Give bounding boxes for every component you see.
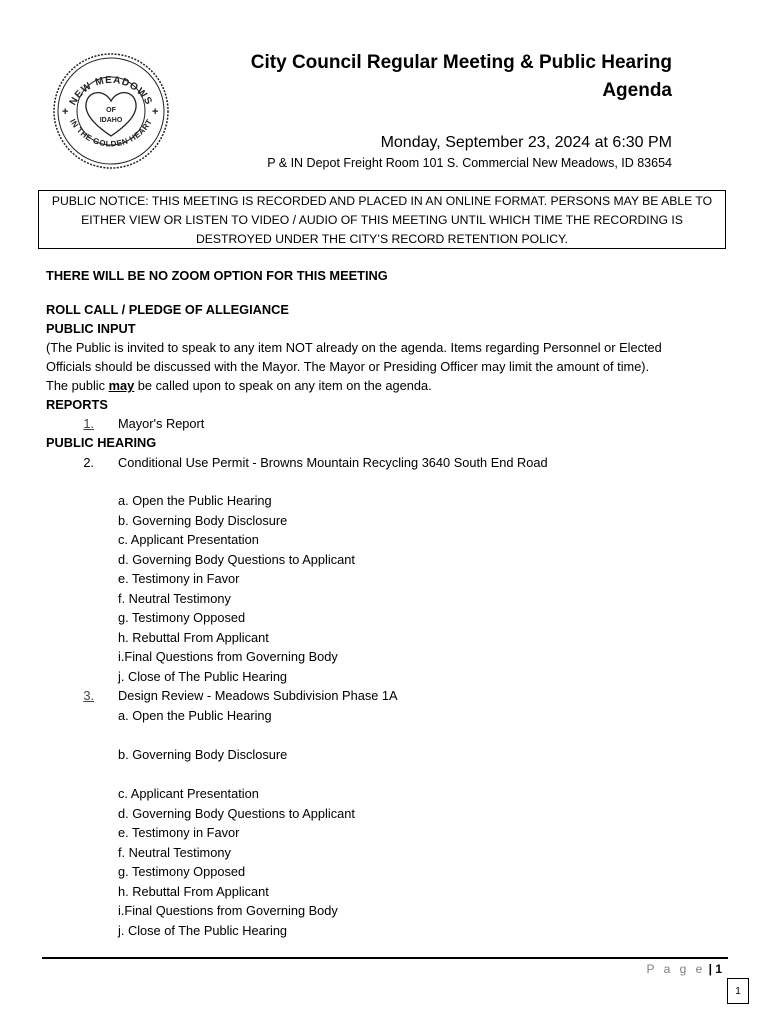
item-2-sub: c. Applicant Presentation [118,532,259,547]
title-line-1: City Council Regular Meeting & Public Hearing [250,52,672,73]
item-3-sub: e. Testimony in Favor [118,825,240,840]
seal-center-of: OF [106,107,116,114]
item-3-text: Design Review - Meadows Subdivision Phase 1A [118,688,398,703]
agenda-item-3 [66,686,398,706]
item-3-sub: c. Applicant Presentation [118,786,259,801]
item-2-sub: e. Testimony in Favor [118,571,240,586]
item-3-sub: g. Testimony Opposed [118,864,246,879]
meeting-address: P & IN Depot Freight Room 101 S. Commercial New Meadows, ID 83654 [267,156,672,170]
agenda-item-1 [66,414,204,434]
item-2-sub: i.Final Questions from Governing Body [118,649,338,664]
pi-line3-part-a: The public [46,378,109,393]
notice-line-2: EITHER VIEW OR LISTEN TO VIDEO / AUDIO OF THIS MEETING UNTIL WHICH TIME THE RECORDING IS [81,213,683,227]
zoom-notice: THERE WILL BE NO ZOOM OPTION FOR THIS MEETING [46,268,388,283]
notice-line-1: PUBLIC NOTICE: THIS MEETING IS RECORDED AND PLACED IN AN ONLINE FORMAT. PERSONS MAY BE ABLE TO [51,194,713,208]
notice-line-3: DESTROYED UNDER THE CITY’S RECORD RETENTION POLICY. [196,232,568,246]
page-number-box: 1 [727,978,749,1004]
page-label [646,962,722,976]
item-3-sub: i.Final Questions from Governing Body [118,903,338,918]
public-input-line-3 [46,376,432,396]
item-2-sub: b. Governing Body Disclosure [118,512,288,528]
page-label-text: P a g e [646,962,706,976]
page-separator: | [705,962,716,976]
item-2-sub: h. Rebuttal From Applicant [118,629,269,645]
item-2-sub: g. Testimony Opposed [118,610,246,625]
agenda-item-2 [66,453,548,473]
meeting-date: Monday, September 23, 2024 at 6:30 PM [380,134,672,151]
city-seal [52,52,170,170]
item-2-sub: a. Open the Public Hearing [118,493,272,508]
svg-text:+: + [152,106,159,118]
item-3-sub: f. Neutral Testimony [118,844,231,860]
item-3-sub: j. Close of The Public Hearing [118,922,288,938]
item-1-text: Mayor's Report [118,416,205,431]
item-2-sub: f. Neutral Testimony [118,590,231,606]
item-3-sub: d. Governing Body Questions to Applicant [118,805,355,821]
page-number: 1 [715,962,722,976]
public-input-line-2: Officials should be discussed with the Mayor. The Mayor or Presiding Officer may limit the amount of time). [46,359,650,374]
item-2-sub: d. Governing Body Questions to Applicant [118,551,355,567]
public-notice-box [38,190,726,249]
public-input-line-1: (The Public is invited to speak to any item NOT already on the agenda. Items regarding Personnel or Elected [46,340,662,355]
item-2-text: Conditional Use Permit - Browns Mountain Recycling 3640 South End Road [118,455,548,470]
svg-text:+: + [62,106,69,118]
title-line-2: Agenda [602,80,672,101]
seal-bottom-text: IN THE GOLDEN HEART [67,117,155,149]
item-3-sub-list [118,706,355,940]
public-input-heading: PUBLIC INPUT [46,321,136,336]
pi-line3-may: may [108,378,135,393]
svg-text:NEW MEADOWS [68,75,155,108]
item-3-sub: b. Governing Body Disclosure [118,747,288,762]
item-3-sub: h. Rebuttal From Applicant [118,883,269,899]
item-2-sub-list [118,491,355,686]
item-2-number: 2. [83,455,94,470]
item-3-number[interactable]: 3. [83,688,94,703]
item-2-sub: j. Close of The Public Hearing [118,668,288,684]
reports-heading: REPORTS [46,397,108,412]
seal-center-idaho: IDAHO [99,117,123,124]
roll-call-heading: ROLL CALL / PLEDGE OF ALLEGIANCE [46,302,289,317]
pi-line3-part-b: be called upon to speak on any item on the agenda. [134,378,432,393]
heart-icon [86,93,136,136]
seal-top-text: NEW MEADOWS [67,74,155,108]
public-hearing-heading: PUBLIC HEARING [46,435,157,450]
item-1-number[interactable]: 1. [83,416,94,431]
item-3-sub: a. Open the Public Hearing [118,708,272,723]
footer-rule [42,957,728,959]
